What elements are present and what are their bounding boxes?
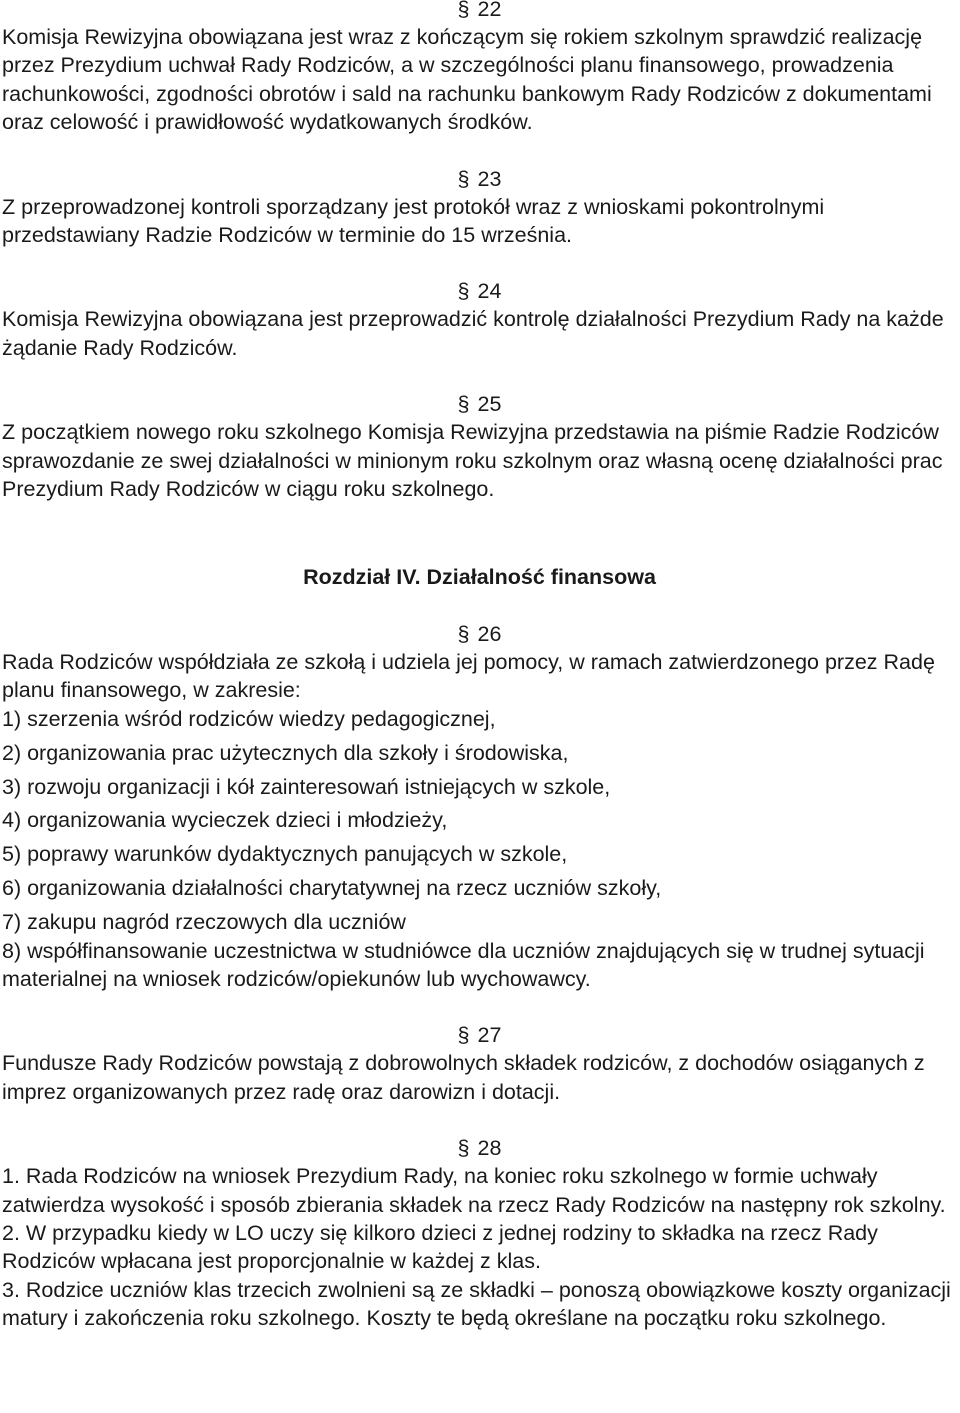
section-symbol: §: [457, 279, 470, 304]
section-number: 26: [477, 621, 502, 646]
list-item: 2. W przypadku kiedy w LO uczy się kilkoro dzieci z jednej rodziny to składka na rzecz Rady Rodziców wpłacana jest proporcjonalnie w każdej z klas.: [2, 1220, 878, 1274]
section-text-22: Komisja Rewizyjna obowiązana jest wraz z kończącym się rokiem szkolnym sprawdzić realizację przez Prezydium uchwał Rady Rodziców, a w szczególności planu finansowego, prowadzenia rachunkowości, zgodności obrotów i sald na rachunku bankowym Rady Rodziców z dokumentami oraz celowość i prawidłowość wydatkowanych środków.: [2, 25, 932, 135]
section-list-26: [2, 705, 957, 994]
section-number: 24: [477, 279, 502, 304]
section-text-24: Komisja Rewizyjna obowiązana jest przeprowadzić kontrolę działalności Prezydium Rady na każde żądanie Rady Rodziców.: [2, 307, 944, 360]
section-heading-26: [2, 620, 957, 648]
section-number: 23: [477, 166, 502, 191]
list-item: 1. Rada Rodziców na wniosek Prezydium Rady, na koniec roku szkolnego w formie uchwały zatwierdza wysokość i sposób zbierania składek na rzecz Rady Rodziców na następny rok szkolny.: [2, 1164, 946, 1217]
section-heading-25: [2, 390, 957, 418]
section-number: 25: [477, 392, 502, 417]
list-item: 5) poprawy warunków dydaktycznych panujących w szkole,: [2, 842, 568, 867]
list-item: 7) zakupu nagród rzeczowych dla uczniów: [2, 910, 406, 935]
section-symbol: §: [457, 621, 470, 646]
list-item: 4) organizowania wycieczek dzieci i młodzieży,: [2, 808, 448, 833]
section-text-27: Fundusze Rady Rodziców powstają z dobrowolnych składek rodziców, z dochodów osiąganych z imprez organizowanych przez radę oraz darowizn i dotacji.: [2, 1051, 925, 1104]
section-text-23: Z przeprowadzonej kontroli sporządzany jest protokół wraz z wnioskami pokontrolnymi przedstawiany Radzie Rodziców w terminie do 15 września.: [2, 194, 825, 248]
section-heading-28: [2, 1134, 957, 1162]
document-page: [2, 0, 957, 1333]
chapter-title: Rozdział IV. Działalność finansowa: [303, 565, 656, 590]
list-item: 8) współfinansowanie uczestnictwa w studniówce dla uczniów znajdujących się w trudnej sytuacji materialnej na wniosek rodziców/opiekunów lub wychowawcy.: [2, 938, 925, 991]
section-heading-22: [2, 0, 957, 23]
section-heading-27: [2, 1021, 957, 1049]
section-intro-26: Rada Rodziców współdziała ze szkołą i udziela jej pomocy, w ramach zatwierdzonego przez Radę planu finansowego, w zakresie:: [2, 649, 935, 703]
section-number: 28: [477, 1136, 502, 1161]
section-number: 27: [477, 1023, 502, 1048]
list-item: 2) organizowania prac użytecznych dla szkoły i środowiska,: [2, 740, 569, 765]
section-symbol: §: [457, 392, 470, 417]
section-symbol: §: [457, 0, 470, 21]
list-item: 3) rozwoju organizacji i kół zainteresowań istniejących w szkole,: [2, 774, 611, 799]
section-text-25: Z początkiem nowego roku szkolnego Komisja Rewizyjna przedstawia na piśmie Radzie Rodziców sprawozdanie ze swej działalności w minionym roku szkolnym oraz własną ocenę działalności prac Prezydium Rady Rodziców w ciągu roku szkolnego.: [2, 420, 943, 502]
section-heading-23: [2, 165, 957, 193]
section-symbol: §: [457, 166, 470, 191]
list-item: 6) organizowania działalności charytatywnej na rzecz uczniów szkoły,: [2, 876, 662, 901]
section-number: 22: [477, 0, 502, 21]
list-item: 1) szerzenia wśród rodziców wiedzy pedagogicznej,: [2, 706, 496, 731]
section-symbol: §: [457, 1136, 470, 1161]
section-heading-24: [2, 277, 957, 305]
list-item: 3. Rodzice uczniów klas trzecich zwolnieni są ze składki – ponoszą obowiązkowe koszty organizacji matury i zakończenia roku szkolnego. Koszty te będą określane na początku roku szkolnego.: [2, 1277, 951, 1331]
section-symbol: §: [457, 1023, 470, 1048]
